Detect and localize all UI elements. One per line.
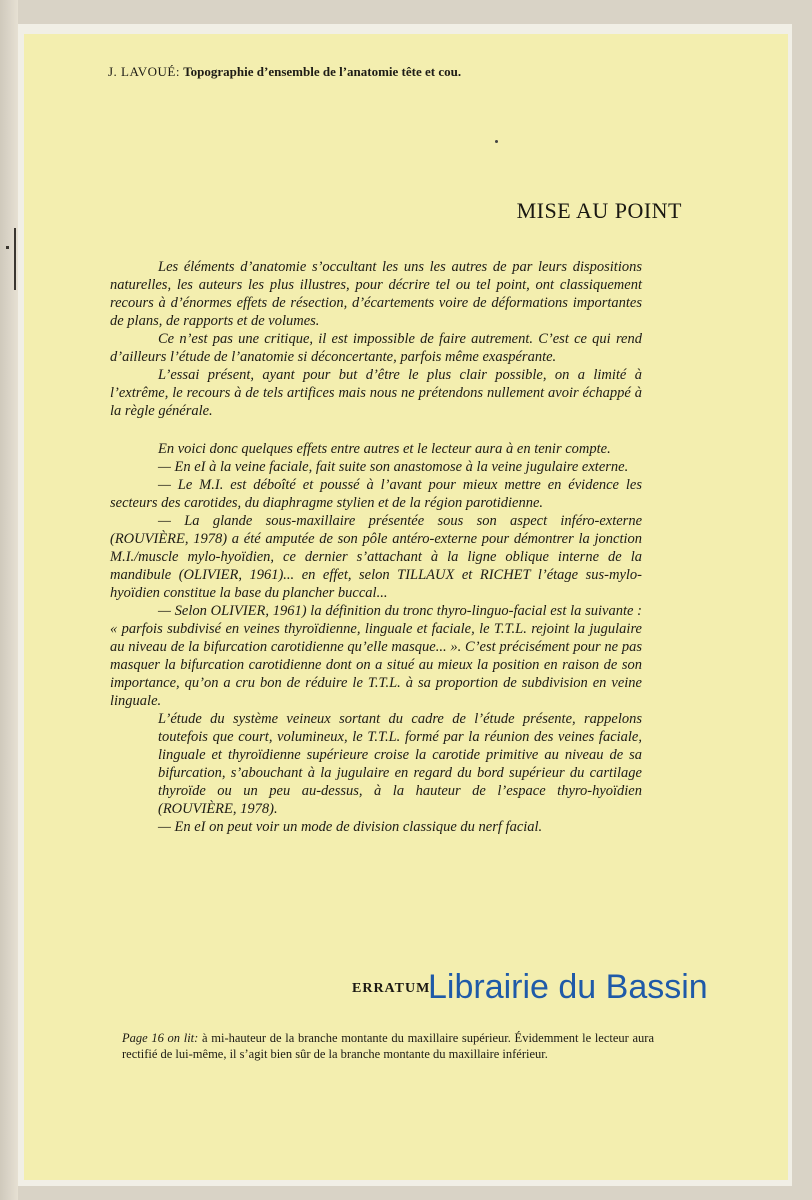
paragraph: — Le M.I. est déboîté et poussé à l’avant pour mieux mettre en évidence les secteurs des carotides, du diaphragme stylien et de la région parotidienne.: [110, 477, 642, 511]
watermark: Librairie du Bassin: [428, 968, 708, 1006]
errata-lead: Page 16 on lit:: [122, 1031, 199, 1045]
errata-text: à mi-hauteur de la branche montante du maxillaire supérieur. Évidemment le lecteur aura rectifié de lui-même, il s’agit bien sûr de la branche montante du maxillaire inférieur.: [122, 1031, 655, 1061]
paragraph: Ce n’est pas une critique, il est impossible de faire autrement. C’est ce qui rend d’ailleurs l’étude de l’anatomie si déconcertante, parfois même exaspérante.: [110, 331, 642, 365]
paragraph: L’étude du système veineux sortant du cadre de l’étude présente, rappelons toutefois que court, volumineux, le T.T.L. formé par la réunion des veines faciale, linguale et thyroïdienne supérieure croise la carotide primitive au niveau de sa bifurcation, s’abouchant à la jugulaire en regard du bord supérieur du cartilage thyroïde ou un peu au-dessus, à la hauteur de l’espace thyro-hyoïdien (ROUVIÈRE, 1978).: [158, 711, 642, 817]
binding-tick: [6, 246, 9, 249]
paragraph: Les éléments d’anatomie s’occultant les uns les autres de par leurs dispositions naturelles, les auteurs les plus illustres, pour décrire tel ou tel point, ont classiquement recours à d’énormes effets de résection, d’écartements voire de déformations importantes de plans, de rapports et de volumes.: [110, 259, 642, 329]
running-header: [108, 64, 461, 80]
binding-mark: [14, 228, 16, 290]
header-author: J. LAVOUÉ:: [108, 64, 180, 79]
paragraph: En voici donc quelques effets entre autres et le lecteur aura à en tenir compte.: [158, 441, 611, 457]
stray-dot: [495, 140, 498, 143]
paragraph: — En eI à la veine faciale, fait suite son anastomose à la veine jugulaire externe.: [158, 459, 629, 475]
paragraph: — La glande sous-maxillaire présentée sous son aspect inféro-externe (ROUVIÈRE, 1978) a été amputée de son pôle antéro-externe pour démontrer la jonction M.I./muscle mylo-hyoïdien, ce dernier s’attachant à la ligne oblique interne de la mandibule (OLIVIER, 1961)... en effet, selon TILLAUX et RICHET l’étage sus-mylo-hyoïdien constitue la base du plancher buccal...: [110, 513, 642, 601]
paragraph: — En eI on peut voir un mode de division classique du nerf facial.: [158, 819, 543, 835]
errata-note: [122, 1030, 654, 1062]
body-text: [110, 258, 642, 836]
errata-heading: ERRATUM: [352, 981, 431, 996]
paragraph: — Selon OLIVIER, 1961) la définition du tronc thyro-linguo-facial est la suivante : « parfois subdivisé en veines thyroïdienne, linguale et faciale, le T.T.L. rejoint la jugulaire au niveau de la bifurcation carotidienne qu’elle masque... ». C’est précisément pour ne pas masquer la bifurcation carotidienne dont on a situé au mieux la position en raison de son importance, qu’on a cru bon de réduire le T.T.L. à sa proportion de subdivision en veine linguale.: [110, 603, 642, 709]
section-title: MISE AU POINT: [516, 198, 682, 223]
header-title: Topographie d’ensemble de l’anatomie tête et cou.: [183, 64, 462, 79]
paragraph: L’essai présent, ayant pour but d’être le plus clair possible, on a limité à l’extrême, le recours à de tels artifices mais nous ne prétendons nullement avoir échappé à la règle générale.: [110, 367, 642, 419]
binding-edge: [0, 0, 18, 1200]
